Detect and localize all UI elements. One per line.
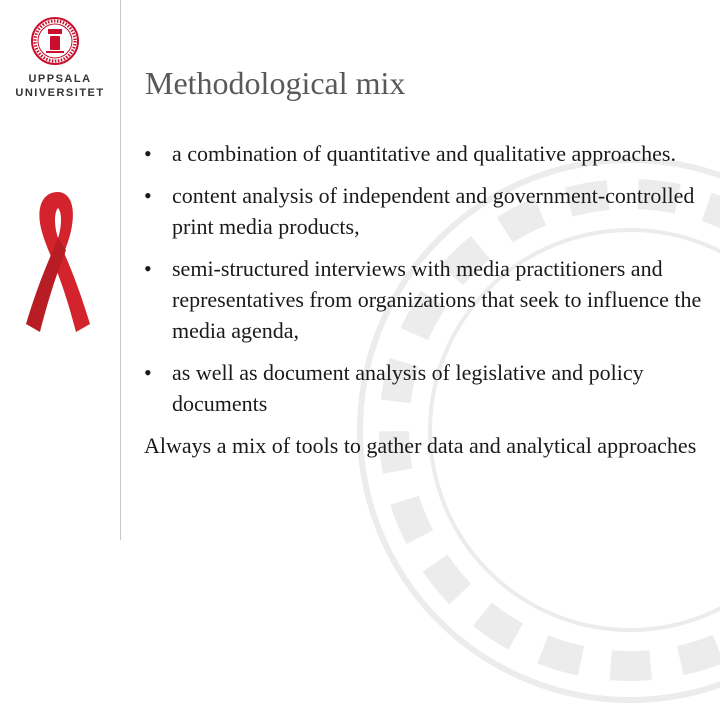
bullet-item: [144, 253, 704, 346]
red-awareness-ribbon-icon: [22, 182, 94, 340]
university-name-line1: UPPSALA: [28, 73, 92, 85]
bullet-item: [144, 180, 704, 242]
bullet-item: [144, 357, 704, 419]
slide-title: Methodological mix: [145, 65, 406, 101]
university-name-line2: UNIVERSITET: [15, 87, 105, 99]
bullet-text: as well as document analysis of legislative and policy documents: [172, 360, 644, 416]
bullet-text: content analysis of independent and government-controlled print media products,: [172, 183, 695, 239]
sidebar: [0, 0, 121, 540]
bullet-marker: •: [144, 141, 152, 166]
bullet-marker: •: [144, 183, 152, 208]
bullet-item: [144, 138, 704, 169]
slide-content: [144, 138, 704, 461]
bullet-text: a combination of quantitative and qualitative approaches.: [172, 141, 676, 166]
bullet-text: semi-structured interviews with media practitioners and representatives from organizations that seek to influence the media agenda,: [172, 256, 702, 343]
bullet-marker: •: [144, 360, 152, 385]
bullet-list: [144, 138, 704, 419]
uppsala-seal-icon: [30, 16, 80, 66]
closing-text: Always a mix of tools to gather data and analytical approaches: [144, 433, 697, 458]
university-name: [8, 72, 112, 100]
bullet-marker: •: [144, 256, 152, 281]
